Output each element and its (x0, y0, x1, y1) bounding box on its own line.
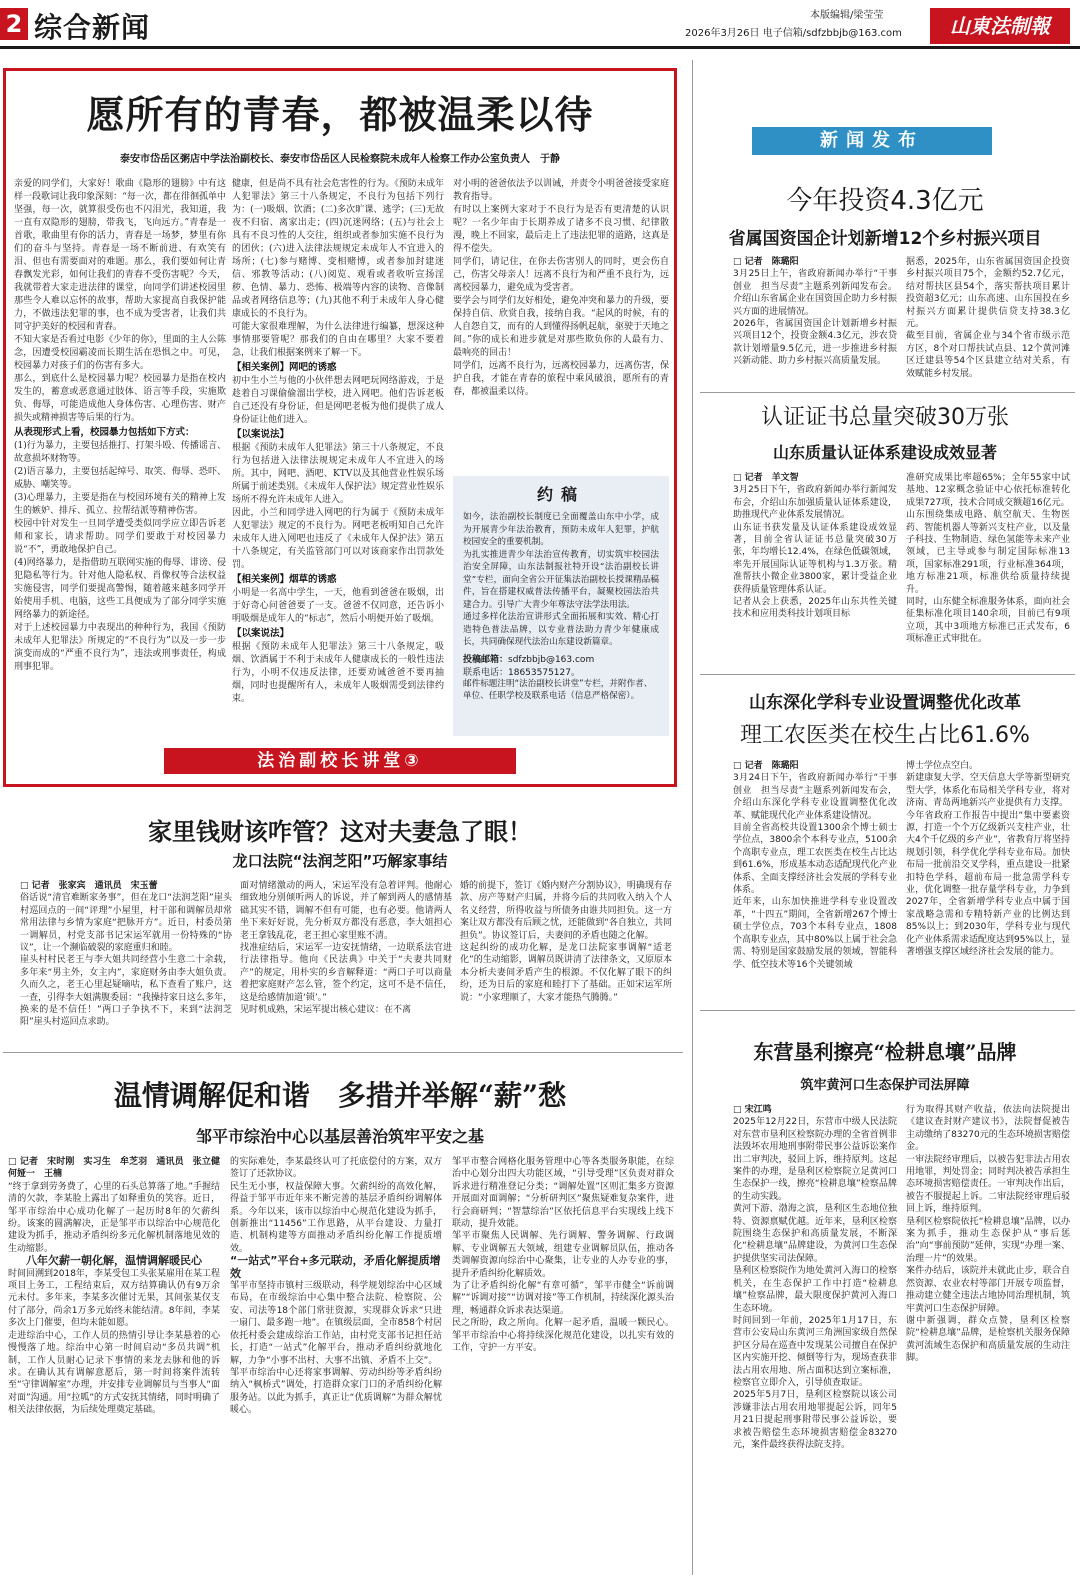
case-law-heading-1: 【以案说法】 (232, 429, 290, 440)
feature-col1-text-b: (1)行为暴力，主要包括推打、打架斗殴、传播谣言、故意损坏财物等。 (2)语言暴力，主要包括起绰号、取笑、侮辱、恐吓、威胁、嘲笑等。 (3)心理暴力，主要是指在与校园环境有关的精神上发生的嫉妒、排斥、孤立、拉帮结派等精神伤害。 校园中针对发生一旦同学遭受类似同学应立即告诉老师和家长，请求帮助。同学们要敢于对校园暴力说“不”，勇敢地保护自己。 (4)网络暴力，是指借助互联网实施的侮辱、诽谤、侵犯隐私等行为。针对他人隐私权、肖像权等合法权益实施侵害，同学们要提高警惕，随着越来越多同学开始使用手机、电脑，这些工具便成为了部分同学实施网络暴力的新途径。 对于上述校园暴力中表现出的种种行为，我国《预防未成年人犯罪法》所规定的“不良行为”以及一步一步演变而成的“严重不良行为”，违法或刑事责任，构成刑事犯罪。 (14, 441, 226, 672)
divider (700, 1010, 1075, 1011)
news-2-left-text: 3月25日下午，省政府新闻办举行新闻发布会，介绍山东加强质量认证体系建设，助推现代产业体系发展情况。 山东证书获发量及认证体系建设成效显著，目前全省认证证书总量突破30万张，年均增长12.4%，在绿色低碳领域，率先开展国际认证等机构与1.3万张。精准帮扶小微企业3800家，累计受益企业获得质量管理体系认证。 记者从会上获悉，2025年山东共性关键技术和应用类科技计划项目标 (733, 485, 897, 620)
story-b-author: □ 记者 宋时刚 实习生 牟芝羽 通讯员 张立健 何娅一 王楠 (8, 1157, 230, 1180)
story-c-author: □ 宋江鸣 (733, 1105, 772, 1115)
feature-column-2 (232, 178, 444, 738)
news-2-column-left (733, 472, 897, 668)
email-link[interactable]: sdfzbbjb@163.com (508, 654, 595, 665)
newspaper-logo: 山東法制報 (930, 8, 1070, 44)
column-banner: 法治副校长讲堂③ (164, 748, 516, 774)
story-a-column-2 (240, 880, 452, 1045)
news-2-column-right (906, 472, 1070, 668)
news-2-right-text: 准研究成果比率超65%；全年55家中试基地、12家概念验证中心依托标准转化成果727项，技术合同成交额超16亿元。 山东围绕集成电路、航空航天、生物医药、智能机器人等新兴支柱产业，以及量子科技、生物制造、绿色氢能等未来产业领域，已主导或参与制定国际标准13项，国家标准291项，行业标准364项，地方标准21项，标准供给质量持续提升。 同时，山东健全标准服务体系，面向社会征集标准化项目140余项，目前已有9项立项，其中3项地方标准已正式发布，6项标准正式审批在。 (906, 473, 1070, 645)
feature-title: 愿所有的青春，都被温柔以待 (86, 92, 594, 137)
feature-col1-heading: 从表现形式上看，校园暴力包括如下方式： (14, 427, 195, 438)
email-label: 投稿邮箱： (463, 654, 509, 665)
case-law-heading-2: 【以案说法】 (232, 628, 290, 639)
feature-col2-text-d: 小明是一名高中学生，一天，他看到爸爸在吸烟，出于好奇心问爸爸要了一支。爸爸不仅同意，还告诉小明吸烟是成年人的“标志”，然后小明便开始了吸烟。 (232, 588, 444, 624)
call-for-papers-title: 约稿 (536, 485, 585, 504)
story-a-col1-text: 俗话说“清官难断家务事”，但在龙口“法润芝阳”崖头村巡回点的一间“评理”小屋里，村干部和调解员却常常用法律与乡情为家庭“把脉开方”。近日，村委员第一调解员，村党支部书记宋运军就用一份特殊的“协议”，让一个濒临破裂的家庭重归和睦。 崖头村村民老王与李大姐共同经营小生意二十余载，多年来“男主外，女主内”，家庭财务由李大姐负责。久而久之，老王心里起疑嘀咕，私下查看了账户，这一查，引得李大姐满腹委屈：“我操持家日这么多年，换来的是不信任！”两口子争执不下，来到“法润芝阳”崖头村巡回点求助。 (20, 893, 232, 1028)
story-a-subtitle: 龙口法院“法润芝阳”巧解家事结 (232, 852, 448, 870)
call-for-papers-email-line (463, 652, 659, 665)
news-1-subtitle: 省属国资国企计划新增12个乡村振兴项目 (728, 229, 1042, 249)
feature-col2-text-a: 初中生小兰与他的小伙伴想去网吧玩网络游戏，于是趁着自习课偷偷溜出学校，进入网吧。他们告诉老板自己还没有身份证，但是网吧老板为他们提供了成人身份证让他们进入。 (232, 376, 444, 425)
story-b-section-heading-1: 八年欠薪一朝化解，温情调解暖民心 (26, 1254, 202, 1268)
story-a-title: 家里钱财该咋管？这对夫妻急了眼！ (148, 817, 532, 846)
story-b-title: 温情调解促和谐 多措并举解“薪”愁 (113, 1079, 567, 1112)
story-b-column-3 (452, 1156, 674, 1576)
story-c-column-left (733, 1104, 897, 1574)
story-b-subtitle: 邹平市综治中心以基层善治筑牢平安之基 (195, 1127, 484, 1146)
divider (3, 1052, 683, 1053)
story-a-column-3 (460, 880, 672, 1045)
news-3-title: 山东深化学科专业设置调整优化改革 (749, 693, 1021, 713)
case-heading-tobacco: 【相关案例】烟草的诱惑 (232, 574, 337, 585)
news-3-left-text: 3月24日下午，省政府新闻办举行“干事创业 担当尽责”主题系列新闻发布会，介绍山东深化学科专业设置调整优化改革、赋能现代化产业体系建设情况。 目前全省高校共设置1300余个博士硕士学位点，3800余个本科专业点，5100余个高职专业点，理工农医类在校生占比达到61.6%，形成基本动态适配现代化产业体系、全面支撑经济社会发展的学科专业体系。 近年来，山东加快推进学科专业设置改革，“十四五”期间，全省新增267个博士硕士学位点，703个本科专业点，1808个高职专业点，其中80%以上属于社会急需、特别是国家鼓励发展的领域，智能科学、低空技术等16个关键领域 (733, 773, 898, 970)
feature-column-1 (14, 178, 226, 738)
story-b-column-2 (230, 1156, 442, 1576)
news-1-column-left (733, 256, 897, 386)
news-3-column-left (733, 760, 897, 1000)
divider (700, 674, 1075, 675)
call-for-papers-box (453, 476, 669, 736)
header-rule (0, 46, 1080, 49)
story-a-col2-text: 面对情绪激动的两人，宋运军没有急着评判。他耐心细致地分别倾听两人的诉说，并了解到两人的感情基础其实不错，调解不但有可能，也有必要。他请两人坐下来好好说，先分析双方都没有恶意，李大姐担心老王拿钱乱花，老王担心家里账不清。 找准症结后，宋运军一边安抚情绪，一边联系法官进行法律指导。他向《民法典》中关于“夫妻共同财产”的规定，用朴实的乡音解释道：“两口子可以商量着把家庭财产怎么管，签个约定，这可不是不信任，这是给感情加道‘锁’。” 见时机成熟，宋运军提出核心建议：在不离 (240, 881, 452, 1016)
news-3-column-right (906, 760, 1070, 1000)
news-1-title: 今年投资4.3亿元 (786, 186, 984, 216)
date-email-line: 2026年3月26日 电子信箱/sdfzbbjb@163.com (685, 28, 902, 39)
story-b-col2-text: 的实际难处，李某最终认可了托底偿付的方案，双方签订了还款协议。 民生无小事，权益保障大事。欠薪纠纷的高效化解，得益于邹平市近年来不断完善的基层矛盾纠纷调解体系。今年以来，该市以综治中心规范化建设为抓手，创新推出“11456”工作思路，从平台建设、力量打造、机制构建等方面推动矛盾纠纷化解工作提质增效。 (230, 1157, 442, 1254)
news-2-subtitle: 山东质量认证体系建设成效显著 (772, 443, 997, 462)
call-for-papers-note: 邮件标题注明“法治副校长讲堂”专栏，并附作者、单位、任职学校及联系电话（信息严格保密）。 (463, 678, 653, 701)
feature-col2-text-b: 根据《预防未成年人犯罪法》第三十八条规定，不良行为包括进入法律法规规定未成年人不宜进入的场所。其中，网吧、酒吧、KTV以及其他营业性娱乐场所属于前述类别。《未成年人保护法》规定营业性娱乐场所不得允许未成年人进入。 (232, 443, 444, 505)
story-c-left-text: 2025年12月22日，东营市中级人民法院对东营市垦利区检察院办理的全省首例非法毁坏农用地刑事附带民事公益诉讼案作出二审判决，驳回上诉，维持原判。这起案件的办理，是垦利区检察院立足黄河口生态保护一线，擦亮“检耕息壤”检察品牌的生动实践。 黄河下游、渤海之滨，垦利区生态地位独特、资源禀赋优越。近年来，垦利区检察院围绕生态保护和高质量发展，不断深化“检耕息壤”品牌建设，为黄河口生态保护提供坚实司法保障。 垦利区检察院作为地处黄河入海口的检察机关，在生态保护工作中打造“检耕息壤”检察品牌，最大限度保护黄河入海口生态环境。 时间回到一年前，2025年1月17日，东营市公安局山东黄河三角洲国家级自然保护区分局在巡查中发现某公司擅自在保护区内实施开挖、倾倒等行为，现场查获非法占用农用地、所占面积达到立案标准，检察官立即介入，引导侦查取证。 2025年5月7日，垦利区检察院以该公司涉嫌非法占用农用地罪提起公诉，同年5月21日提起刑事附带民事公益诉讼，要求被告赔偿生态环境损害赔偿金83270元，案件最终获得法院支持。 (733, 1117, 897, 1450)
section-title: 综合新闻 (34, 11, 151, 44)
feature-col1-text: 亲爱的同学们，大家好！歌曲《隐形的翅膀》中有这样一段歌词让我印象深刻：“每一次，都在徘徊孤单中坚强，每一次，就算很受伤也不闪泪光，我知道，我一直有双隐形的翅膀，带我飞，飞向远方。”青春是一首歌，歌曲里有你的活力，青春是一场梦，梦里有你们的奋斗与坚持。青春是一场不断前进、有欢笑有泪、但也有需要面对的难题。那么，我们要如何让青春飘发光彩，如何让我们的青春不受伤害呢？今天，我就带着大家走进法律的课堂，向同学们讲述校园里那些令人难以忘怀的故事，帮助大家提高自我保护能力，不做违法犯罪的事，也不成为受害者，让我们共同守护美好的校园和青春。 不知大家是否看过电影《少年的你》，里面的主人公陈念，因遭受校园霸凌而长期生活在恐惧之中。可见，校园暴力对孩子们的伤害有多大。 那么，到底什么是校园暴力呢？校园暴力是指在校内发生的，蓄意或恶意通过肢体、语言等手段，实施欺负、侮辱，可能造成他人身体伤害、心理伤害、财产损失或精神损害等后果的行为。 (14, 179, 226, 423)
story-b-col1-text-b: 时间回溯到2018年，李某受包工头张某雇用在某工程项目上务工，工程结束后，双方结算确认仍有9万余元未付。多年来，李某多次催讨无果，其间张某仅支付了部分，尚余1万多元始终未能结清。8年间，李某多次上门催要，但均未能如愿。 走进综治中心，工作人员的热情引导让李某悬着的心慢慢落了地。综治中心第一时间启动“多员共调”机制，工作人员耐心记录下事情的来龙去脉和他的诉求。在确认其有调解意愿后，第一时间将案件流转至“守律调解室”办理，并安排专业调解员与当事人“面对面”沟通。用“拉呱”的方式安抚其情绪，同时明确了相关法律依据，为后续处理奠定基础。 (8, 1268, 220, 1416)
story-b-col2-text-b: 邹平市坚持市镇村三级联动，科学规划综治中心区域布局，在市级综治中心集中整合法院、检察院、公安、司法等18个部门常驻资源，实现群众诉求“只进一扇门、最多跑一地”。在镇级层面，全市858个村居依托村委会建成综治工作站，由村党支部书记担任站长，打造“一站式”化解平台，推动矛盾纠纷就地化解，力争“小事不出村、大事不出镇、矛盾不上交”。 邹平市综治中心还将家事调解、劳动纠纷等矛盾纠纷纳入“枫桥式”调处，打造群众家门口的矛盾纠纷化解服务站。以此为抓手，真正让“优质调解”为群众解忧暖心。 (230, 1281, 442, 1416)
news-3-author: □ 记者 陈璐阳 (733, 761, 799, 771)
feature-col3-text: 对小明的爸爸依法予以训诫，并责令小明爸爸接受家庭教育指导。 有时以上案例大家对于不良行为是否有更清楚的认识呢？一名少年由于长期养成了诸多不良习惯、纪律散漫，晚上不回家，最后走上了违法犯罪的道路，这真是得不偿失。 同学们，请记住，在你去伤害别人的同时，更会伤自己，伤害父母亲人！远离不良行为和严重不良行为，远离校园暴力，避免成为受害者。 要学会与同学们友好相处，避免冲突和暴力的升级，要保持自信、欣赏自我，接纳自我。“起风的时候，有的人自怨自艾，而有的人到懂得扬帆起航，驱驶于天地之间。”你的成长和进步就是对那些欺负你的人最有力、最响亮的回击！ 同学们，远离不良行为，远离校园暴力，远离伤害，保护自我，才能在青春的旅程中乘风破浪，愿所有的青春，都被温柔以待。 (453, 179, 670, 397)
case-heading-internet-cafe: 【相关案例】网吧的诱惑 (232, 362, 337, 373)
vertical-divider (692, 60, 693, 1575)
feature-byline: 泰安市岱岳区粥店中学法治副校长、泰安市岱岳区人民检察院未成年人检察工作办公室负责人 于静 (120, 154, 560, 165)
story-b-section-heading-2: “一站式”平台+多元联动，矛盾化解提质增效 (230, 1254, 441, 1280)
story-b-col3-text: 邹平市整合网格化服务管理中心等各类服务职能，在综治中心划分出四大功能区域，“引导受理”区负责对群众诉求进行精准登记分类；“调解处置”区则汇集多方资源开展面对面调解；“分析研判区”聚焦疑难复杂案件，进行会商研判；“智慧综治”区依托信息平台实现线上线下联动，提升效能。 邹平市聚焦人民调解、先行调解、警务调解、行政调解、专业调解五大领域，组建专业调解员队伍，推动各类调解资源向综治中心聚集，让专业的人办专业的事，提升矛盾纠纷化解质效。 为了让矛盾纠纷化解“有章可循”，邹平市健全“诉前调解”“诉调对接”“访调对接”等工作机制，持续深化源头治理，畅通群众诉求表达渠道。 民之所盼，政之所向。化解一起矛盾，温暖一颗民心。邹平市综治中心将持续深化规范化建设，以扎实有效的工作，守护一方平安。 (452, 1157, 674, 1354)
news-1-column-right (906, 256, 1070, 386)
story-c-column-right (906, 1104, 1070, 1574)
story-a-column-1 (20, 880, 232, 1045)
news-2-title: 认证证书总量突破30万张 (761, 405, 1009, 430)
story-b-col1-text: “终于拿到劳务费了，心里的石头总算落了地。”手握结清的欠款，李某脸上露出了如释重负的笑容。近日，邹平市综治中心成功化解了一起历时8年的欠薪纠纷。该案的圆满解决，正是邹平市以综治中心规范化建设为抓手，推动矛盾纠纷多元化解机制落地见效的生动缩影。 (8, 1181, 220, 1254)
story-c-subtitle: 筑牢黄河口生态保护司法屏障 (800, 1078, 970, 1093)
feature-column-3 (453, 178, 669, 470)
news-1-right-text: 据悉，2025年，山东省属国资国企投资乡村振兴项目75个，金额约52.7亿元，结对帮扶区县54个，落实帮扶项目累计投资超3亿元；山东高速、山东国投在乡村振兴方面累计提供信贷支持38.3亿元。 截至目前，省属企业与34个省市级示范方区，8个对口帮扶试点县、12个黄河滩区迁建县等54个区县建立结对关系，有效赋能乡村发展。 (906, 257, 1070, 379)
story-a-col3-text: 婚的前提下，签订《婚内财产分割协议》，明确现有存款、房产等财产归属，并将今后的共同收入纳入个人名义经营，所得收益与所债务由谁共同担负。这一方案让双方都没有后顾之忧，还能做到“各自独立，共同担负”。协议签订后，夫妻间的矛盾也随之化解。 这起纠纷的成功化解，是龙口法院家事调解“适老化”的生动缩影，调解员既讲清了法律条文，又原原本本分析夫妻间矛盾产生的根源。不仅化解了眼下的纠纷，还为日后的家庭和睦打下了基础。正如宋运军所说：“小家理顺了，大家才能热气腾腾。” (460, 881, 672, 1003)
story-b-column-1 (8, 1156, 230, 1576)
news-release-banner: 新闻发布 (752, 127, 992, 155)
editor-line: 本版编辑/梁莹莹 (810, 10, 884, 21)
news-2-author: □ 记者 羊文智 (733, 473, 799, 483)
call-for-papers-phone: 联系电话：18653575127。 (463, 667, 580, 678)
news-1-left-text: 3月25日上午，省政府新闻办举行“干事创业 担当尽责”主题系列新闻发布会。介绍山东省属企业在国资国企助力乡村振兴方面的进展情况。 2026年，省属国资国企计划新增乡村振兴项目12个，投资金额4.3亿元，涉农贷款计划增量9.5亿元，进一步推进乡村振兴新动能、助力乡村振兴高质量发展。 (733, 269, 897, 367)
divider (700, 392, 1075, 393)
story-c-title: 东营垦利擦亮“检耕息壤”品牌 (753, 1040, 1017, 1064)
call-for-papers-text: 如今，法治副校长制度已全面覆盖山东中小学，成为开展青少年法治教育，预防未成年人犯罪，护航校园安全的重要机制。 为扎实推进青少年法治宣传教育，切实筑牢校园法治安全屏障，山东法制报社特开设“法治副校长讲堂”专栏，面向全省公开征集法治副校长授课精品稿件，旨在搭建权威普法传播平台，凝聚校园法治共建合力。引导广大青少年尊法守法学法用法。 通过多样化法治宣讲形式全面拓展和实效、精心打造特色普法品牌，以专业普法助力青少年健康成长，共同确保现代法治山东建设新篇章。 (463, 512, 659, 647)
news-1-author: □ 记者 陈璐阳 (733, 257, 799, 267)
news-3-subtitle: 理工农医类在校生占比61.6% (740, 723, 1030, 748)
feature-col2-text: 健康，但是尚不具有社会危害性的行为。《预防未成年人犯罪法》第三十八条规定，不良行为包括下列行为：(一)吸烟、饮酒；(二)多次旷课、逃学；(三)无故夜不归宿、离家出走；(四)沉迷网络；(五)与社会上具有不良习性的人交往，组织或者参加实施不良行为的团伙；(六)进入法律法规规定未成年人不宜进入的场所；(七)参与赌博、变相赌博，或者参加封建迷信、邪教等活动；(八)阅览、观看或者收听宣扬淫秽、色情、暴力、恐怖、极端等内容的读物、音像制品或者网络信息等；(九)其他不利于未成年人身心健康成长的不良行为。 可能大家很难理解，为什么法律进行编纂，想深这种事情那要管呢？那我们的自由在哪里？大家不要着急，让我们根据案例来了解一下。 (232, 179, 444, 358)
feature-col2-text-e: 根据《预防未成年人犯罪法》第三十八条规定，吸烟、饮酒属于不利于未成年人健康成长的一般性违法行为，小明不仅违反法律，还要劝诫爸爸不要再抽烟，同时也提醒所有人，未成年人吸烟需受到法律约束。 (232, 642, 444, 704)
feature-col2-text-c: 因此，小兰和同学进入网吧的行为属于《预防未成年人犯罪法》规定的不良行为。网吧老板明知自己允许未成年人进入网吧也违反了《未成年人保护法》第五十八条规定，有关监管部门可以对该商家作出罚款处罚。 (232, 508, 444, 570)
page-number: 2 (0, 8, 28, 40)
story-c-right-text: 行为取得其财产收益，依法向法院提出《建议查封财产建议书》，法院督促被告主动缴纳了83270元的生态环境损害赔偿金。 一审法院经审理后，以被告犯非法占用农用地罪，判处罚金；同时判决被告承担生态环境损害赔偿责任。一审判决作出后，被告不服提起上诉。二审法院经审理后驳回上诉，维持原判。 垦利区检察院依托“检耕息壤”品牌，以办案为抓手，推动生态保护从“事后惩治”向“事前预防”延伸，实现“办理一案、治理一片”的效果。 案件办结后，该院并未就此止步，联合自然资源、农业农村等部门开展专项监督，推动建立健全违法占地协同治理机制，筑牢黄河口生态保护屏障。 谢中新强调，群众点赞，垦利区检察院“检耕息壤”品牌，是检察机关服务保障黄河流域生态保护和高质量发展的生动注脚。 (906, 1105, 1070, 1364)
news-3-right-text: 博士学位点空白。 新建康复大学、空天信息大学等新型研究型大学，体系化布局相关学科专业，将对济南、青岛两地新兴产业提供有力支撑。 今年省政府工作报告中提出“集中要素资源，打造一个个万亿级新兴支柱产业，壮大4个千亿级的乡产业”，省教育厅将坚持规划引领，科学优化学科专业布局。加快布局一批前沿交叉学科，重点建设一批紧扣特色学科，超前布局一批急需学科专业，优化调整一批存量学科专业，力争到2027年，全省新增学科专业点中属于国家战略急需和专精特新产业的比例达到85%以上；到2030年，学科专业与现代化产业体系需求适配度达到95%以上，显著增强支撑区域经济社会发展的能力。 (906, 761, 1071, 958)
story-a-author: □ 记者 张家宾 通讯员 宋玉蕾 (20, 881, 158, 891)
